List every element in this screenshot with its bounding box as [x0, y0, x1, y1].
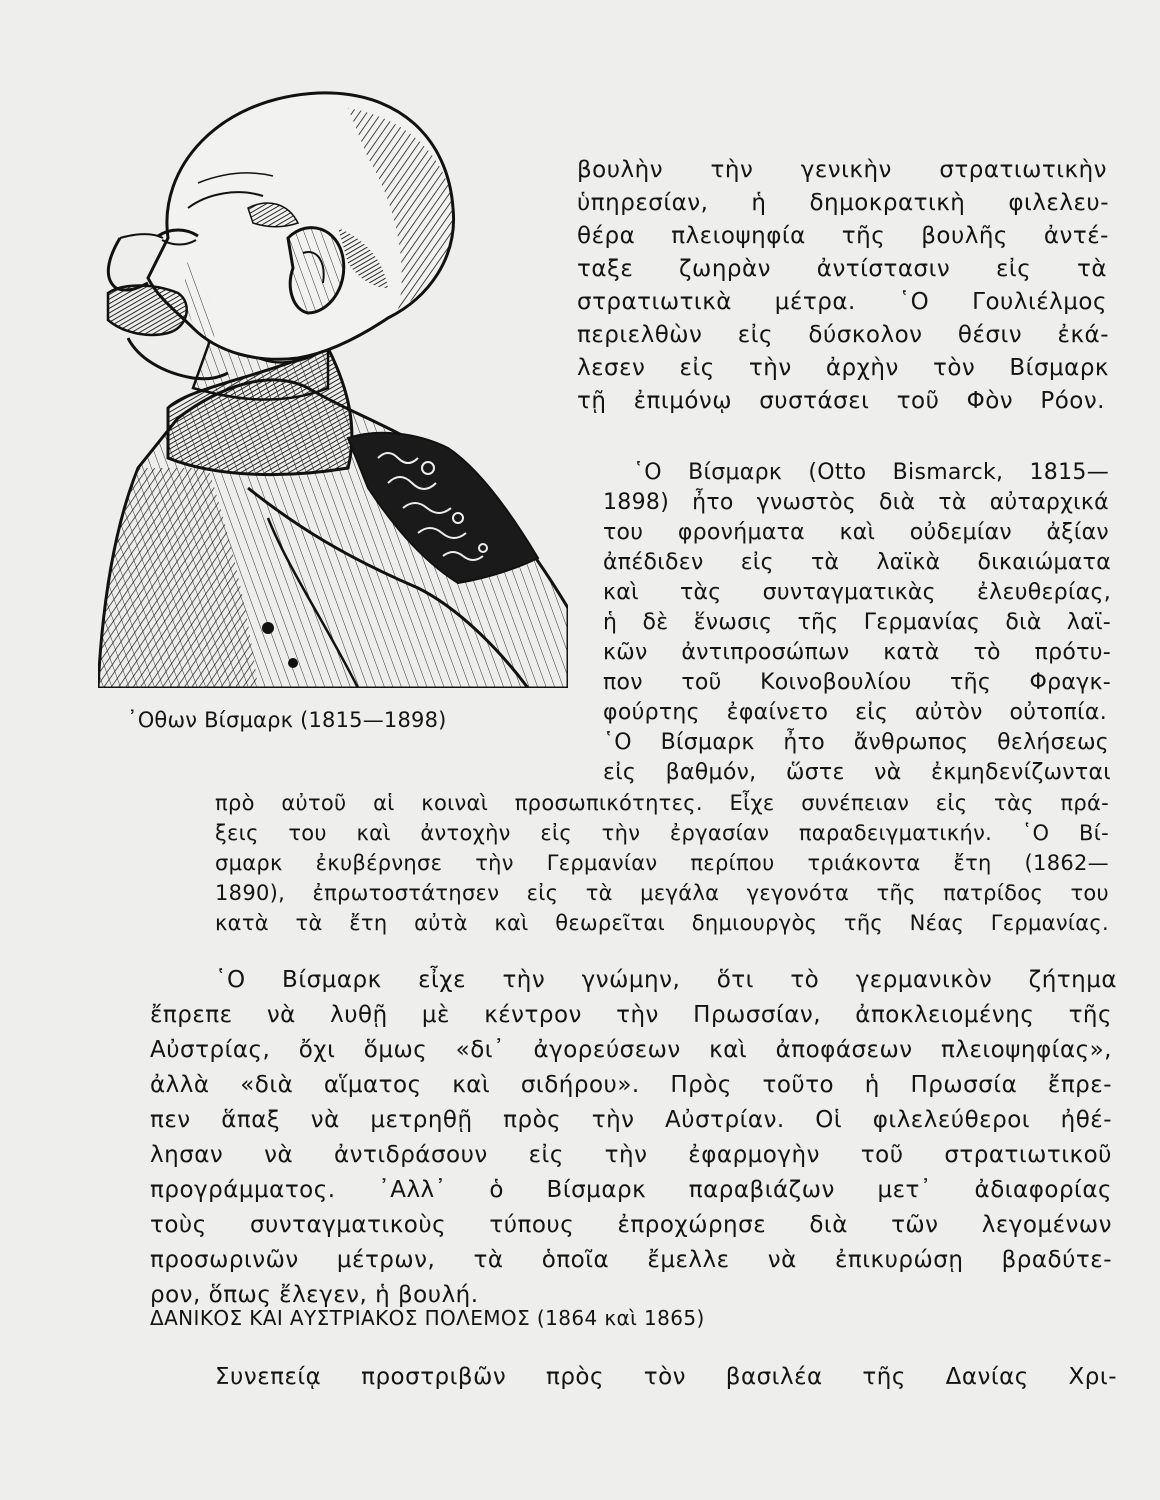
body-line: λησαν νὰ ἀντιδράσουν εἰς τὴν ἐφαρμογὴν τοῦ στρατιωτικοῦ — [150, 1142, 1112, 1168]
column-line: τῇ ἐπιμόνῳ συστάσει τοῦ Φὸν Ρόον. — [577, 388, 1105, 414]
body-line: ἔπρεπε νὰ λυθῇ μὲ κέντρον τὴν Πρωσσίαν, ἀποκλειομένης τῆς — [150, 1002, 1112, 1028]
column-line: φούρτης ἐφαίνετο εἰς αὐτὸν οὐτοπία. — [603, 700, 1107, 725]
column-line: ταξε ζωηρὰν ἀντίστασιν εἰς τὰ — [577, 256, 1107, 282]
column-line: λεσεν εἰς τὴν ἀρχὴν τὸν Βίσμαρκ — [577, 355, 1109, 381]
body-line: κατὰ τὰ ἔτη αὐτὰ καὶ θεωρεῖται δημιουργὸς τῆς Νέας Γερμανίας. — [215, 911, 1109, 935]
section-heading: ΔΑΝΙΚΟΣ ΚΑΙ ΑΥΣΤΡΙΑΚΟΣ ΠΟΛΕΜΟΣ (1864 καὶ 1865) — [150, 1306, 705, 1330]
column-line: στρατιωτικὰ μέτρα. ῾Ο Γουλιέλμος — [577, 289, 1107, 315]
column-line: ἀπέδιδεν εἰς τὰ λαϊκὰ δικαιώματα — [603, 550, 1111, 575]
body-line: τοὺς συνταγματικοὺς τύπους ἐπροχώρησε διὰ τῶν λεγομένων — [150, 1212, 1112, 1238]
column-line: ῾Ο Βίσμαρκ ἦτο ἄνθρωπος θελήσεως — [603, 730, 1109, 755]
body-line: Αὐστρίας, ὄχι ὅμως «δι᾿ ἀγορεύσεων καὶ ἀποφάσεων πλειοψηφίας», — [150, 1037, 1112, 1063]
column-line: θέρα πλειοψηφία τῆς βουλῆς ἀντέ- — [577, 223, 1109, 249]
body-line: Συνεπείᾳ προστριβῶν πρὸς τὸν βασιλέα τῆς Δανίας Χρι- — [215, 1364, 1117, 1390]
column-line: ῾Ο Βίσμαρκ (Otto Bismarck, 1815— — [633, 460, 1109, 485]
column-line: εἰς βαθμόν, ὥστε νὰ ἐκμηδενίζωνται — [603, 760, 1111, 785]
column-line: περιελθὼν εἰς δύσκολον θέσιν ἐκά- — [577, 322, 1109, 348]
column-line: ὑπηρεσίαν, ἡ δημοκρατικὴ φιλελευ- — [577, 190, 1109, 216]
column-line: του φρονήματα καὶ οὐδεμίαν ἀξίαν — [603, 520, 1109, 545]
portrait-caption: ᾿Οθων Βίσμαρκ (1815—1898) — [127, 708, 447, 732]
column-line: βουλὴν τὴν γενικὴν στρατιωτικὴν — [577, 157, 1107, 183]
body-line: ξεις του καὶ ἀντοχὴν εἰς τὴν ἐργασίαν παραδειγματικήν. ῾Ο Βί- — [215, 821, 1109, 845]
column-line: 1898) ἦτο γνωστὸς διὰ τὰ αὐταρχικά — [603, 490, 1109, 515]
body-line: πρὸ αὐτοῦ αἱ κοιναὶ προσωπικότητες. Εἶχε συνέπειαν εἰς τὰς πρά- — [215, 791, 1109, 815]
body-line: ρον, ὅπως ἔλεγεν, ἡ βουλή. — [150, 1282, 479, 1308]
column-line: ἡ δὲ ἕνωσις τῆς Γερμανίας διὰ λαϊ- — [603, 610, 1111, 635]
body-line: προσωρινῶν μέτρων, τὰ ὁποῖα ἔμελλε νὰ ἐπικυρώσῃ βραδύτε- — [150, 1247, 1112, 1273]
column-line: κῶν ἀντιπροσώπων κατὰ τὸ πρότυ- — [603, 640, 1111, 665]
body-line: πεν ἅπαξ νὰ μετρηθῇ πρὸς τὴν Αὐστρίαν. Οἱ φιλελεύθεροι ἠθέ- — [150, 1107, 1112, 1133]
column-line: πον τοῦ Κοινοβουλίου τῆς Φραγκ- — [603, 670, 1111, 695]
body-line: προγράμματος. ᾿Αλλ᾿ ὁ Βίσμαρκ παραβιάζων μετ᾿ ἀδιαφορίας — [150, 1177, 1112, 1203]
body-line: 1890), ἐπρωτοστάτησεν εἰς τὰ μεγάλα γεγονότα τῆς πατρίδος του — [215, 881, 1109, 905]
column-line: καὶ τὰς συνταγματικὰς ἐλευθερίας, — [603, 580, 1111, 605]
body-line: σμαρκ ἐκυβέρνησε τὴν Γερμανίαν περίπου τριάκοντα ἔτη (1862— — [215, 851, 1109, 875]
body-line: ἀλλὰ «διὰ αἵματος καὶ σιδήρου». Πρὸς τοῦτο ἡ Πρωσσία ἔπρε- — [150, 1072, 1112, 1098]
body-line: ῾Ο Βίσμαρκ εἶχε τὴν γνώμην, ὅτι τὸ γερμανικὸν ζήτημα — [215, 967, 1117, 993]
bismarck-portrait-illustration — [98, 88, 568, 688]
